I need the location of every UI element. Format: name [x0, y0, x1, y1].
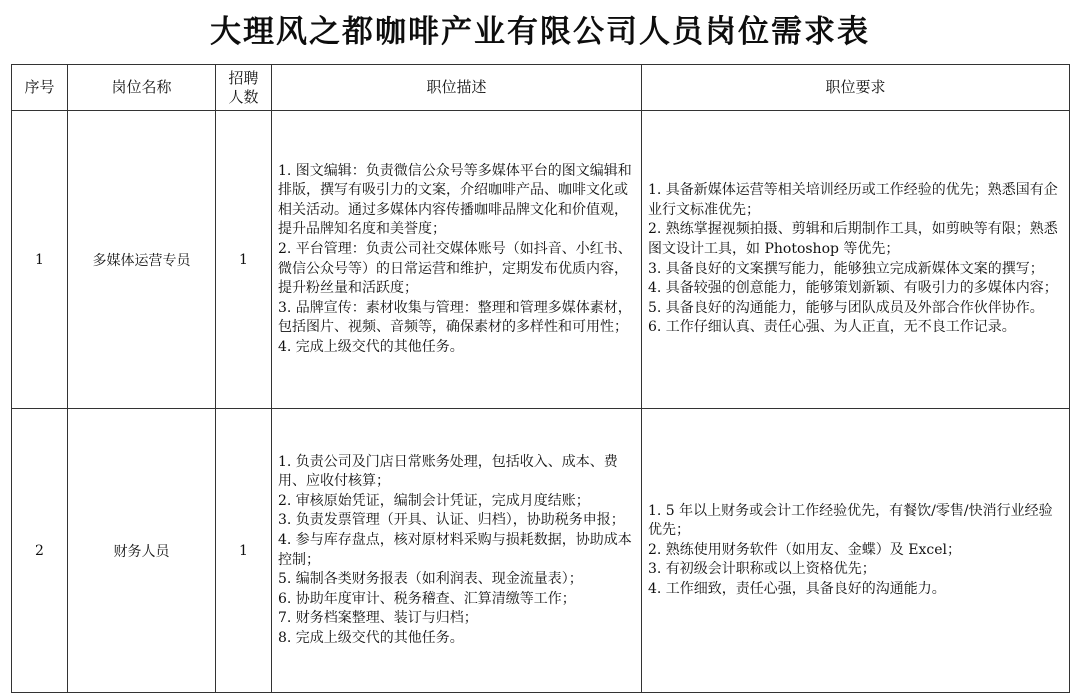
- cell-position-name: 多媒体运营专员: [68, 111, 216, 409]
- requirement-item: 2. 熟练使用财务软件（如用友、金蝶）及 Excel；: [648, 541, 961, 558]
- requirement-item: 3. 有初级会计职称或以上资格优先；: [648, 561, 876, 578]
- cell-job-requirements: [642, 111, 1070, 409]
- header-position-name: 岗位名称: [68, 65, 216, 111]
- description-item: 1. 负责公司及门店日常账务处理，包括收入、成本、费用、应收付核算；: [278, 453, 618, 490]
- cell-position-name: 财务人员: [68, 409, 216, 693]
- description-item: 6. 协助年度审计、税务稽查、汇算清缴等工作；: [278, 590, 576, 607]
- cell-serial-number: 2: [12, 409, 68, 693]
- requirement-item: 3. 具备良好的文案撰写能力，能够独立完成新媒体文案的撰写；: [648, 260, 1044, 277]
- page-title: 大理风之都咖啡产业有限公司人员岗位需求表: [210, 14, 870, 50]
- header-serial-number: 序号: [12, 65, 68, 111]
- requirement-item: 4. 具备较强的创意能力，能够策划新颖、有吸引力的多媒体内容；: [648, 280, 1058, 297]
- table-row: [12, 111, 1070, 409]
- header-job-requirements: 职位要求: [642, 65, 1070, 111]
- description-item: 3. 负责发票管理（开具、认证、归档），协助税务申报；: [278, 512, 625, 529]
- header-headcount: [216, 65, 272, 111]
- description-item: 3. 品牌宣传：素材收集与管理：整理和管理多媒体素材，包括图片、视频、音频等，确保素材的多样性和可用性；: [278, 299, 632, 336]
- table-header-row: [12, 65, 1070, 111]
- description-item: 1. 图文编辑：负责微信公众号等多媒体平台的图文编辑和排版，撰写有吸引力的文案，介绍咖啡产品、咖啡文化或相关活动。通过多媒体内容传播咖啡品牌文化和价值观，提升品牌知名度和美誉度；: [278, 162, 632, 238]
- cell-job-requirements: [642, 409, 1070, 693]
- description-item: 4. 参与库存盘点，核对原材料采购与损耗数据，协助成本控制；: [278, 531, 632, 568]
- header-headcount-text: 招聘人数: [228, 68, 259, 106]
- description-item: 4. 完成上级交代的其他任务。: [278, 338, 464, 355]
- job-requirements-table: [11, 64, 1070, 693]
- requirement-item: 1. 具备新媒体运营等相关培训经历或工作经验的优先；熟悉国有企业行文标准优先；: [648, 182, 1058, 218]
- requirement-item: 1. 5 年以上财务或会计工作经验优先，有餐饮/零售/快消行业经验优先；: [648, 502, 1053, 539]
- cell-serial-number: 1: [12, 111, 68, 409]
- cell-job-description: [272, 111, 642, 409]
- description-item: 2. 审核原始凭证，编制会计凭证，完成月度结账；: [278, 492, 590, 509]
- cell-headcount: 1: [216, 409, 272, 693]
- requirement-item: 5. 具备良好的沟通能力，能够与团队成员及外部合作伙伴协作。: [648, 299, 1044, 316]
- requirement-item: 2. 熟练掌握视频拍摄、剪辑和后期制作工具，如剪映等有限；熟悉图文设计工具，如 Photoshop 等优先；: [648, 221, 1058, 257]
- description-item: 5. 编制各类财务报表（如利润表、现金流量表）；: [278, 571, 583, 588]
- cell-job-description: [272, 409, 642, 693]
- description-item: 7. 财务档案整理、装订与归档；: [278, 610, 478, 627]
- cell-headcount: 1: [216, 111, 272, 409]
- table-row: [12, 409, 1070, 693]
- description-item: 2. 平台管理：负责公司社交媒体账号（如抖音、小红书、微信公众号等）的日常运营和维护，定期发布优质内容，提升粉丝量和活跃度；: [278, 240, 632, 297]
- description-item: 8. 完成上级交代的其他任务。: [278, 629, 464, 646]
- requirement-item: 4. 工作细致，责任心强，具备良好的沟通能力。: [648, 580, 946, 597]
- requirement-item: 6. 工作仔细认真、责任心强、为人正直，无不良工作记录。: [648, 319, 1016, 336]
- header-job-description: 职位描述: [272, 65, 642, 111]
